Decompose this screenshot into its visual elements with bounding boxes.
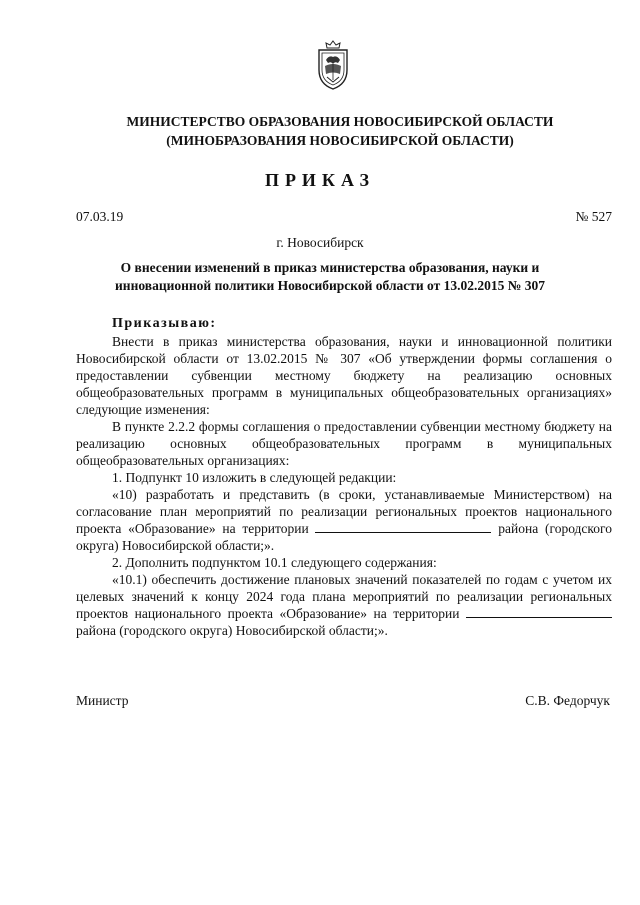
- subject-line1: О внесении изменений в приказ министерства образования, науки и: [120, 260, 540, 275]
- paragraph-4: [76, 486, 612, 554]
- paragraph-4-start: «10) разработать и представить (в сроки, устанавливаемые Министерством) на согласование план мероприятий по реализации региональных проектов национального проекта «Образование» на территории: [76, 487, 612, 536]
- order-number: № 527: [575, 209, 612, 224]
- order-body: [76, 315, 612, 639]
- signature-name: С.В. Федорчук: [525, 693, 610, 708]
- signature-position: Министр: [76, 693, 129, 708]
- paragraph-5: 2. Дополнить подпунктом 10.1 следующего содержания:: [112, 555, 437, 570]
- paragraph-3: 1. Подпункт 10 изложить в следующей редакции:: [112, 470, 397, 485]
- document-type-title: ПРИКАЗ: [264, 170, 376, 190]
- order-date: 07.03.19: [76, 209, 124, 224]
- orders-word: Приказываю:: [112, 316, 217, 331]
- subject-line2: инновационной политики Новосибирской области от 13.02.2015 № 307: [115, 278, 545, 293]
- city: г. Новосибирск: [276, 235, 364, 250]
- order-subject: [80, 259, 580, 295]
- paragraph-6: [76, 571, 612, 639]
- ministry-name-line2: (МИНОБРАЗОВАНИЯ НОВОСИБИРСКОЙ ОБЛАСТИ): [166, 133, 514, 148]
- blank-line-2: [466, 605, 612, 618]
- ministry-name-line1: МИНИСТЕРСТВО ОБРАЗОВАНИЯ НОВОСИБИРСКОЙ ОБЛАСТИ: [126, 114, 554, 129]
- paragraph-4-end: района (городского округа) Новосибирской области;».: [76, 521, 612, 553]
- blank-line-1: [315, 520, 491, 533]
- paragraph-6-end: района (городского округа) Новосибирской области;».: [76, 623, 388, 638]
- ministry-name: [60, 112, 620, 150]
- coat-of-arms-icon: [313, 40, 353, 90]
- paragraph-2: В пункте 2.2.2 формы соглашения о предоставлении субвенции местному бюджету на реализацию основных общеобразовательных программ в муниципальных общеобразовательных организациях:: [76, 419, 612, 468]
- paragraph-1: Внести в приказ министерства образования, науки и инновационной политики Новосибирской области от 13.02.2015 № 307 «Об утверждении формы соглашения о предоставлении субвенции местному бюджету на реализацию основных общеобразовательных программ в муниципальных общеобразовательных организациях» следующие изменения:: [76, 334, 612, 417]
- paragraph-6-start: «10.1) обеспечить достижение плановых значений показателей по годам с учетом их целевых значений к концу 2024 года плана мероприятий по реализации региональных проектов национального проекта «Образование» на территории: [76, 572, 612, 621]
